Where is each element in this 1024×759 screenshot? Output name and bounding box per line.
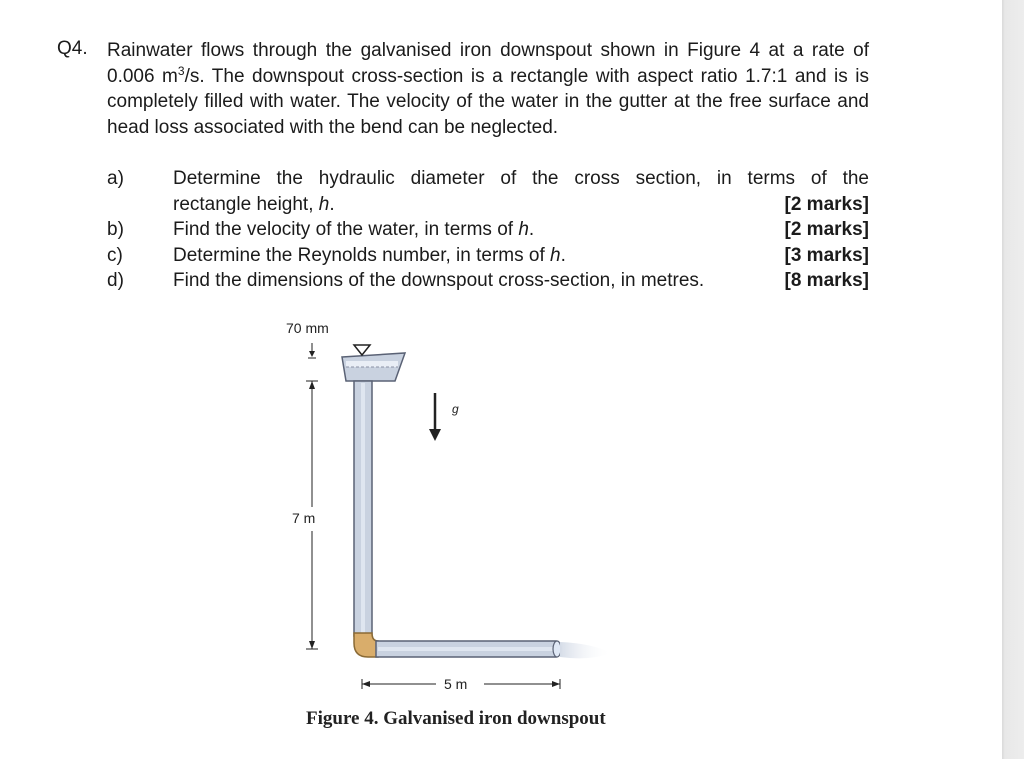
length-dim-arrow-right	[552, 681, 560, 687]
part-text-continued	[173, 192, 869, 218]
part-letter: b)	[107, 219, 124, 240]
question-text-part2: /s. The downspout cross-section is a rectangle with aspect ratio 1.7:1 and is is completely filled with water. The velocity of the water in the gutter at the free surface and head loss associated with the bend can be neglected.	[107, 65, 870, 138]
pipe-outlet	[553, 641, 561, 657]
part-c	[107, 243, 869, 269]
part-marks: [3 marks]	[784, 244, 869, 266]
pipe-bend	[354, 633, 378, 657]
part-letter: c)	[107, 244, 123, 266]
figure-caption: Figure 4. Galvanised iron downspout	[306, 708, 606, 729]
part-marks: [8 marks]	[784, 270, 869, 291]
part-d	[107, 268, 869, 294]
part-text	[173, 243, 869, 269]
variable-h: h	[550, 244, 561, 266]
part-text-segment: rectangle height,	[173, 193, 319, 215]
water-jet	[560, 642, 612, 658]
gravity-arrowhead	[429, 429, 441, 441]
downspout-figure	[250, 305, 630, 695]
free-surface-symbol	[354, 345, 370, 355]
part-a	[107, 166, 869, 192]
part-text-segment: Find the velocity of the water, in terms of	[173, 219, 519, 240]
height-dim-arrow-bottom	[309, 641, 315, 649]
part-text-segment: .	[528, 219, 535, 240]
question-number: Q4.	[57, 38, 88, 59]
length-dim-arrow-left	[362, 681, 370, 687]
height-label: 7 m	[292, 510, 316, 526]
part-text-segment: Determine the Reynolds number, in terms of	[173, 244, 551, 266]
part-text-segment: .	[329, 193, 335, 215]
question-parts	[107, 166, 869, 294]
page-edge-shadow	[1002, 0, 1024, 759]
part-b	[107, 217, 869, 243]
part-a-continued	[107, 192, 869, 218]
part-letter: d)	[107, 270, 124, 291]
part-text: Determine the hydraulic diameter of the cross section, in terms of the	[173, 168, 869, 189]
part-letter: a)	[107, 168, 124, 189]
gutter-depth-label: 70 mm	[286, 320, 329, 336]
gutter-depth-arrowhead	[309, 351, 315, 357]
variable-h: h	[318, 193, 330, 215]
gravity-label: g	[452, 402, 459, 416]
variable-h: h	[518, 219, 529, 240]
length-label: 5 m	[444, 676, 468, 692]
part-marks: [2 marks]	[784, 193, 869, 215]
question-superscript: 3	[177, 63, 185, 78]
part-text	[173, 217, 869, 243]
question-text-part1: Rainwater flows through the galvanised iron downspout shown in Figure 4 at a rate of 0.006 m	[107, 40, 869, 87]
part-text: Find the dimensions of the downspout cross-section, in metres.	[173, 270, 705, 291]
gutter-water-surface	[346, 361, 398, 367]
part-text-segment: .	[560, 244, 566, 266]
height-dim-arrow-top	[309, 381, 315, 389]
question-text	[107, 38, 869, 140]
part-marks: [2 marks]	[784, 219, 869, 240]
